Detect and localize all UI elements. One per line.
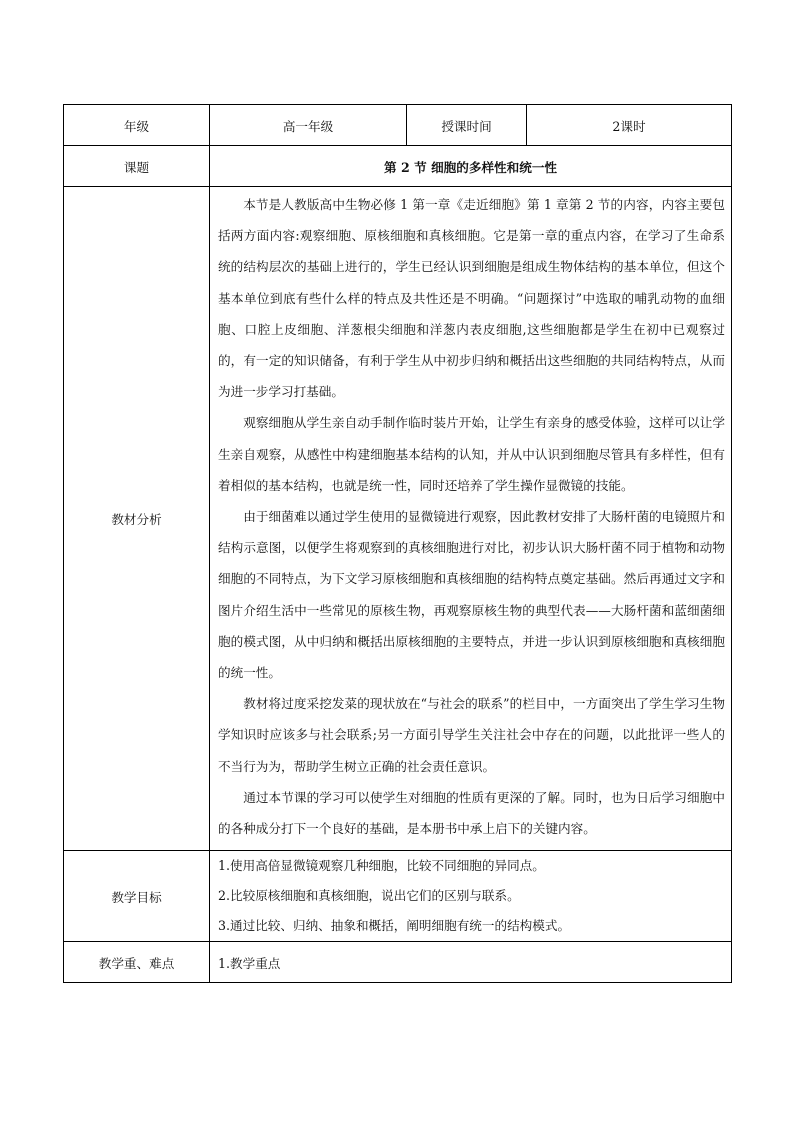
analysis-paragraph: 观察细胞从学生亲自动手制作临时装片开始，让学生有亲身的感受体验，这样可以让学生亲自观察，从感性中构建细胞基本结构的认知，并从中认识到细胞尽管具有多样性，但有着相似的基本结构，也就是统一性，同时还培养了学生操作显微镜的技能。 (218, 415, 725, 493)
goals-content (210, 851, 732, 942)
analysis-row (64, 187, 732, 851)
topic-label: 课题 (64, 146, 210, 187)
analysis-label: 教材分析 (64, 187, 210, 851)
topic-value: 第 2 节 细胞的多样性和统一性 (210, 146, 732, 187)
goal-item: 3.通过比较、归纳、抽象和概括，阐明细胞有统一的结构模式。 (218, 918, 571, 934)
time-label: 授课时间 (407, 105, 527, 146)
topic-row (64, 146, 732, 187)
analysis-paragraph: 通过本节课的学习可以使学生对细胞的性质有更深的了解。同时，也为日后学习细胞中的各种成分打下一个良好的基础，是本册书中承上启下的关键内容。 (218, 789, 725, 837)
lesson-plan-table (63, 104, 732, 983)
grade-value: 高一年级 (210, 105, 407, 146)
key-label: 教学重、难点 (64, 942, 210, 983)
grade-row (64, 105, 732, 146)
goal-item: 1.使用高倍显微镜观察几种细胞，比较不同细胞的异同点。 (218, 858, 545, 874)
analysis-paragraph: 教材将过度采挖发菜的现状放在“与社会的联系”的栏目中，一方面突出了学生学习生物学知识时应该多与社会联系;另一方面引导学生关注社会中存在的问题，以此批评一些人的不当行为为，帮助学生树立正确的社会责任意识。 (218, 696, 725, 774)
goals-row (64, 851, 732, 942)
analysis-paragraph: 本节是人教版高中生物必修 1 第一章《走近细胞》第 1 章第 2 节的内容，内容主要包括两方面内容:观察细胞、原核细胞和真核细胞。它是第一章的重点内容，在学习了生命系统的结构层次的基础上进行的，学生已经认识到细胞是组成生物体结构的基本单位，但这个基本单位到底有些什么样的特点及共性还是不明确。“问题探讨”中选取的哺乳动物的血细胞、口腔上皮细胞、洋葱根尖细胞和洋葱内表皮细胞,这些细胞都是学生在初中已观察过的，有一定的知识储备，有利于学生从中初步归纳和概括出这些细胞的共同结构特点，从而为进一步学习打基础。 (218, 197, 725, 400)
time-value: 2课时 (527, 105, 732, 146)
analysis-content (210, 187, 732, 851)
key-points-row (64, 942, 732, 983)
key-value: 1.教学重点 (210, 942, 732, 983)
goals-label: 教学目标 (64, 851, 210, 942)
grade-label: 年级 (64, 105, 210, 146)
goal-item: 2.比较原核细胞和真核细胞，说出它们的区别与联系。 (218, 888, 520, 904)
analysis-paragraph: 由于细菌难以通过学生使用的显微镜进行观察，因此教材安排了大肠杆菌的电镜照片和结构示意图，以便学生将观察到的真核细胞进行对比，初步认识大肠杆菌不同于植物和动物细胞的不同特点，为下文学习原核细胞和真核细胞的结构特点奠定基础。然后再通过文字和图片介绍生活中一些常见的原核生物，再观察原核生物的典型代表——大肠杆菌和蓝细菌细胞的模式图，从中归纳和概括出原核细胞的主要特点，并进一步认识到原核细胞和真核细胞的统一性。 (218, 509, 725, 681)
